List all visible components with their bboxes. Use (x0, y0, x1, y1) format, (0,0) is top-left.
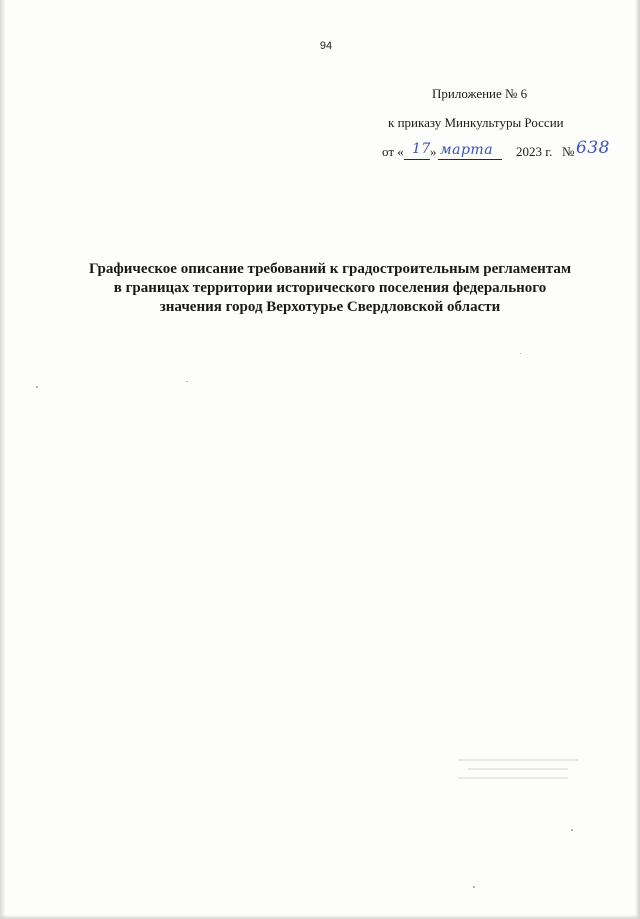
appendix-title: Приложение № 6 (432, 86, 528, 101)
date-day-handwritten: 17 (412, 141, 431, 157)
bleed-through-text (458, 752, 588, 800)
date-prefix: от « (382, 144, 404, 159)
scan-speck (520, 353, 521, 354)
document-title-line-2: в границах территории исторического поселения федерального (113, 280, 547, 296)
scan-edge-bottom (0, 915, 640, 919)
order-reference: к приказу Минкультуры России (388, 115, 564, 130)
order-number-prefix: № (562, 144, 575, 159)
scan-edge-right (635, 0, 640, 919)
date-year: 2023 г. (516, 144, 553, 159)
scan-speck (186, 381, 188, 382)
scan-speck (571, 829, 573, 831)
order-date-line (382, 138, 622, 166)
date-month-handwritten: марта (440, 142, 494, 158)
month-underline (438, 159, 502, 160)
date-closing-quote: » (430, 144, 437, 159)
document-title-line-1: Графическое описание требований к градостроительным регламентам (88, 261, 572, 277)
scan-speck (36, 386, 38, 388)
scan-edge-left (0, 0, 6, 919)
day-underline (404, 159, 430, 160)
document-title-line-3: значения город Верхотурье Свердловской области (159, 299, 501, 315)
order-number-handwritten: 638 (576, 138, 610, 158)
document-title (40, 260, 620, 317)
page-number: 94 (319, 40, 333, 52)
scan-speck (473, 886, 475, 888)
